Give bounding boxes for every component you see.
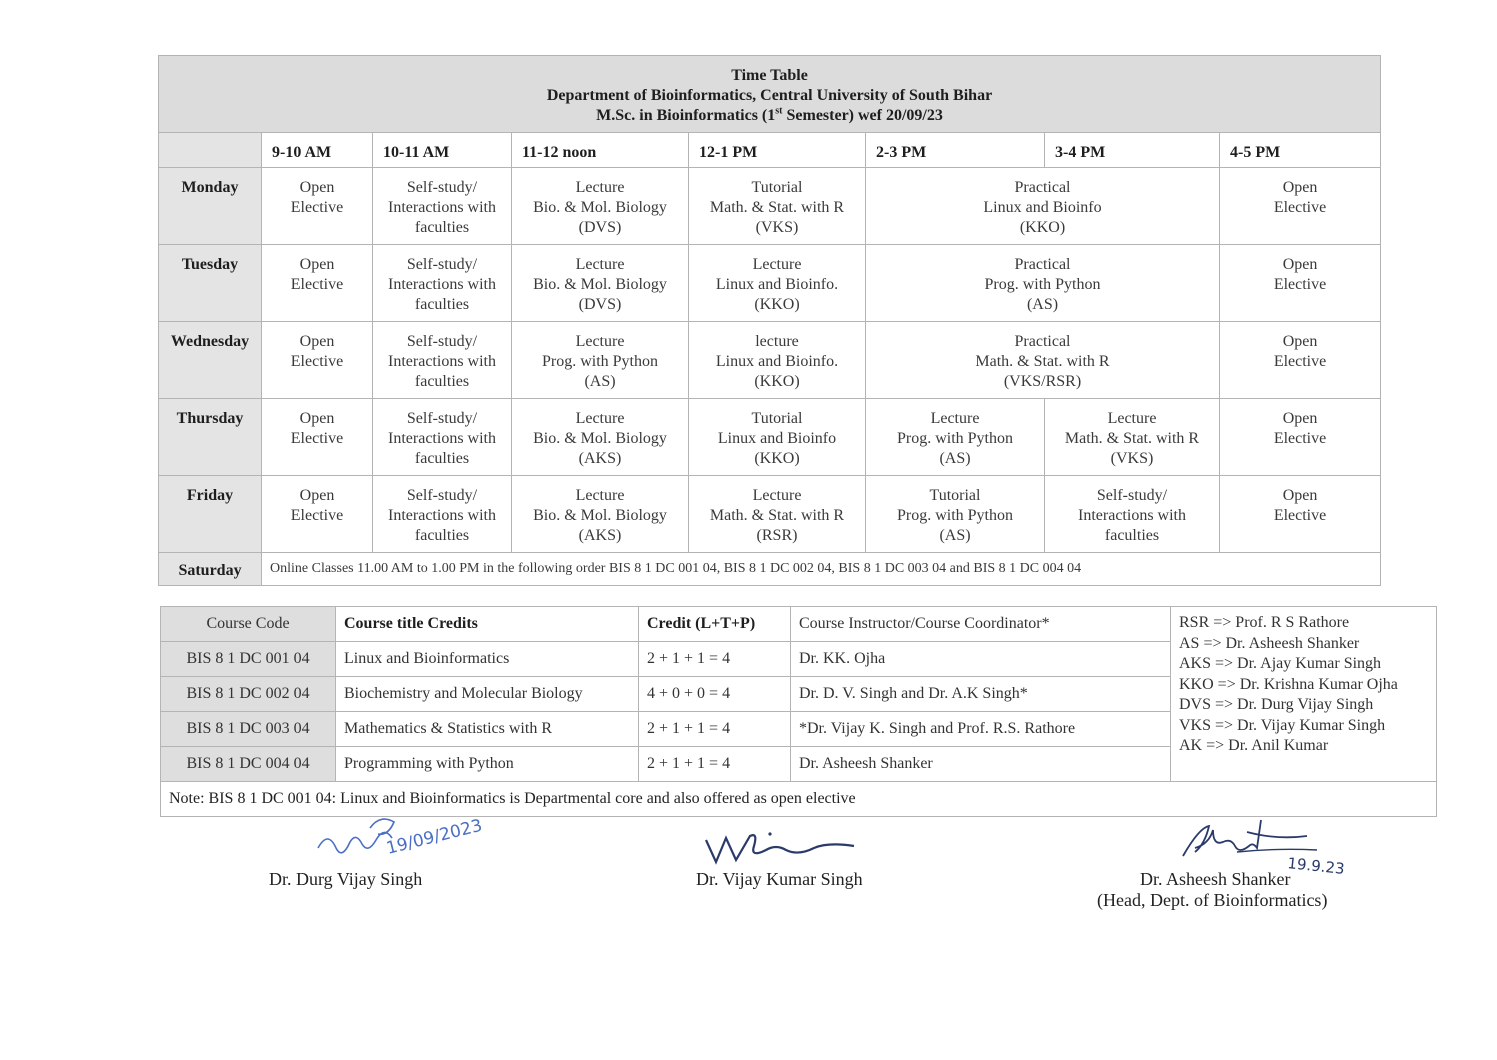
timeslot-header: 2-3 PM — [866, 133, 1045, 168]
handwritten-signature-left — [310, 808, 510, 868]
slot-cell: Open Elective — [1220, 168, 1381, 245]
timeslot-header: 10-11 AM — [373, 133, 512, 168]
slot-cell: Lecture Bio. & Mol. Biology (DVS) — [512, 168, 689, 245]
course-title: Linux and Bioinformatics — [336, 642, 639, 677]
slot-cell: Lecture Math. & Stat. with R (VKS) — [1045, 399, 1220, 476]
handwritten-signature-middle — [700, 820, 870, 870]
timetable-header — [159, 56, 1381, 133]
slot-cell: Lecture Bio. & Mol. Biology (AKS) — [512, 476, 689, 553]
col-header-credit: Credit (L+T+P) — [639, 607, 791, 642]
course-title: Biochemistry and Molecular Biology — [336, 677, 639, 712]
row-tuesday — [159, 245, 1381, 322]
signatory-middle: Dr. Vijay Kumar Singh — [696, 869, 863, 889]
row-wednesday — [159, 322, 1381, 399]
course-code: BIS 8 1 DC 001 04 — [161, 642, 336, 677]
day-label: Wednesday — [159, 322, 262, 399]
abbr-item: DVS => Dr. Durg Vijay Singh — [1179, 696, 1374, 713]
timeslot-header: 9-10 AM — [262, 133, 373, 168]
timeslot-header: 12-1 PM — [689, 133, 866, 168]
slot-cell: Open Elective — [1220, 322, 1381, 399]
header-title: Time Table — [731, 67, 808, 84]
slot-cell: Open Elective — [262, 245, 373, 322]
header-department: Department of Bioinformatics, Central University of South Bihar — [546, 87, 993, 104]
slot-cell: Open Elective — [262, 476, 373, 553]
slot-cell: Open Elective — [262, 168, 373, 245]
slot-cell: Self-study/ Interactions with faculties — [373, 476, 512, 553]
signatory-right: Dr. Asheesh Shanker — [1140, 869, 1291, 889]
course-credit: 2 + 1 + 1 = 4 — [639, 747, 791, 782]
course-table — [160, 606, 1437, 817]
slot-cell: Self-study/ Interactions with faculties — [373, 399, 512, 476]
slot-cell: Lecture Bio. & Mol. Biology (AKS) — [512, 399, 689, 476]
slot-cell: Lecture Prog. with Python (AS) — [512, 322, 689, 399]
abbr-item: AS => Dr. Asheesh Shanker — [1179, 634, 1360, 652]
abbreviation-legend — [1171, 607, 1437, 782]
abbr-item: AKS => Dr. Ajay Kumar Singh — [1179, 655, 1382, 672]
abbr-item: AK => Dr. Anil Kumar — [1179, 737, 1329, 754]
header-program: M.Sc. in Bioinformatics (1st Semester) wef 20/09/23 — [596, 105, 943, 124]
course-code: BIS 8 1 DC 002 04 — [161, 677, 336, 712]
slot-cell: Self-study/ Interactions with faculties — [373, 168, 512, 245]
course-instructor: Dr. D. V. Singh and Dr. A.K Singh* — [791, 677, 1171, 712]
course-credit: 2 + 1 + 1 = 4 — [639, 712, 791, 747]
course-title: Programming with Python — [336, 747, 639, 782]
slot-cell: Open Elective — [262, 399, 373, 476]
row-thursday — [159, 399, 1381, 476]
timeslot-header: 11-12 noon — [512, 133, 689, 168]
course-instructor: Dr. Asheesh Shanker — [791, 747, 1171, 782]
slot-cell: Open Elective — [1220, 476, 1381, 553]
svg-text:19.9.23: 19.9.23 — [1286, 854, 1346, 878]
course-instructor: *Dr. Vijay K. Singh and Prof. R.S. Rathore — [791, 712, 1171, 747]
day-label: Friday — [159, 476, 262, 553]
abbr-item: VKS => Dr. Vijay Kumar Singh — [1179, 716, 1386, 734]
saturday-note: Online Classes 11.00 AM to 1.00 PM in the following order BIS 8 1 DC 001 04, BIS 8 1 DC 002 04, BIS 8 1 DC 003 04 and BIS 8 1 DC 004 04 — [262, 553, 1381, 586]
slot-cell: Practical Linux and Bioinfo (KKO) — [866, 168, 1220, 245]
signatory-left: Dr. Durg Vijay Singh — [269, 869, 423, 889]
col-header-instructor: Course Instructor/Course Coordinator* — [791, 607, 1171, 642]
slot-cell: Open Elective — [262, 322, 373, 399]
course-code: BIS 8 1 DC 004 04 — [161, 747, 336, 782]
slot-cell: Lecture Prog. with Python (AS) — [866, 399, 1045, 476]
slot-cell: Tutorial Prog. with Python (AS) — [866, 476, 1045, 553]
svg-text:19/09/2023: 19/09/2023 — [384, 815, 485, 859]
day-label: Tuesday — [159, 245, 262, 322]
col-header-title: Course title Credits — [336, 607, 639, 642]
slot-cell: Open Elective — [1220, 245, 1381, 322]
course-note: Note: BIS 8 1 DC 001 04: Linux and Bioinformatics is Departmental core and also offered as open elective — [161, 782, 1437, 817]
timetable — [158, 55, 1381, 586]
abbr-item: RSR => Prof. R S Rathore — [1179, 614, 1350, 631]
day-label: Thursday — [159, 399, 262, 476]
abbr-item: KKO => Dr. Krishna Kumar Ojha — [1179, 675, 1398, 693]
slot-cell: lecture Linux and Bioinfo. (KKO) — [689, 322, 866, 399]
slot-cell: Lecture Math. & Stat. with R (RSR) — [689, 476, 866, 553]
course-title: Mathematics & Statistics with R — [336, 712, 639, 747]
slot-cell: Self-study/ Interactions with faculties — [373, 322, 512, 399]
row-friday — [159, 476, 1381, 553]
slot-cell: Practical Prog. with Python (AS) — [866, 245, 1220, 322]
corner-cell — [159, 133, 262, 168]
timeslot-header: 3-4 PM — [1045, 133, 1220, 168]
slot-cell: Self-study/ Interactions with faculties — [373, 245, 512, 322]
slot-cell: Open Elective — [1220, 399, 1381, 476]
slot-cell: Self-study/ Interactions with faculties — [1045, 476, 1220, 553]
row-monday — [159, 168, 1381, 245]
slot-cell: Tutorial Math. & Stat. with R (VKS) — [689, 168, 866, 245]
slot-cell: Lecture Linux and Bioinfo. (KKO) — [689, 245, 866, 322]
day-label: Saturday — [159, 553, 262, 586]
course-credit: 2 + 1 + 1 = 4 — [639, 642, 791, 677]
day-label: Monday — [159, 168, 262, 245]
course-instructor: Dr. KK. Ojha — [791, 642, 1171, 677]
slot-cell: Lecture Bio. & Mol. Biology (DVS) — [512, 245, 689, 322]
timeslot-header: 4-5 PM — [1220, 133, 1381, 168]
course-credit: 4 + 0 + 0 = 4 — [639, 677, 791, 712]
slot-cell: Tutorial Linux and Bioinfo (KKO) — [689, 399, 866, 476]
course-code: BIS 8 1 DC 003 04 — [161, 712, 336, 747]
col-header-code: Course Code — [161, 607, 336, 642]
row-saturday — [159, 553, 1381, 586]
slot-cell: Practical Math. & Stat. with R (VKS/RSR) — [866, 322, 1220, 399]
signatory-right-title: (Head, Dept. of Bioinformatics) — [1097, 890, 1328, 910]
